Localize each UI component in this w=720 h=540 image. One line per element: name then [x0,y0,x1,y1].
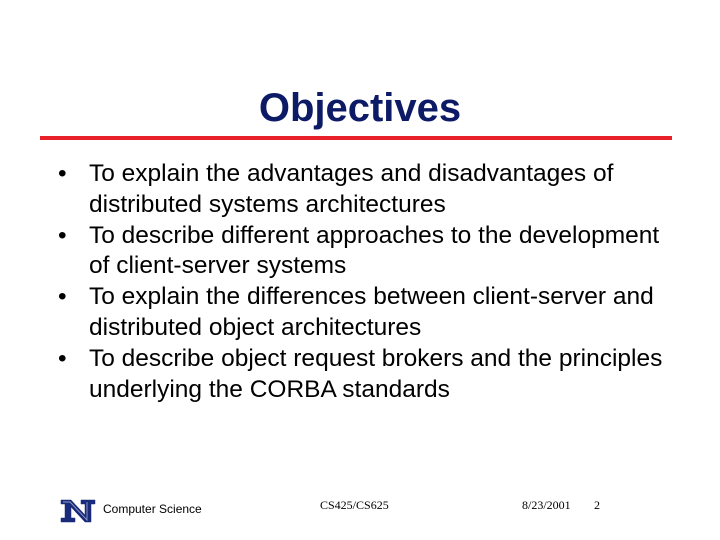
bullet-text: To explain the differences between client-server and distributed object architectures [89,283,654,341]
bullet-icon: • [58,160,67,187]
footer-date: 8/23/2001 [522,498,571,512]
list-item [56,344,676,406]
page-number: 2 [594,498,600,512]
bullet-text: To describe object request brokers and the principles underlying the CORBA standards [89,344,663,403]
footer-course-code: CS425/CS625 [320,498,389,512]
bullet-icon: • [58,221,67,249]
slide-title: Objectives [258,86,462,130]
bullet-text: To describe different approaches to the development of client-server systems [89,221,660,280]
list-item [56,159,676,221]
footer-department: Computer Science [103,502,202,516]
university-n-logo-icon [60,498,96,524]
bullet-icon: • [58,283,67,311]
title-divider [40,136,672,140]
list-item [56,282,676,344]
bullet-icon: • [58,344,67,372]
slide-footer [0,490,720,530]
list-item [56,221,676,283]
objectives-list [56,159,676,405]
bullet-text: To explain the advantages and disadvantages of distributed systems architectures [89,160,614,218]
